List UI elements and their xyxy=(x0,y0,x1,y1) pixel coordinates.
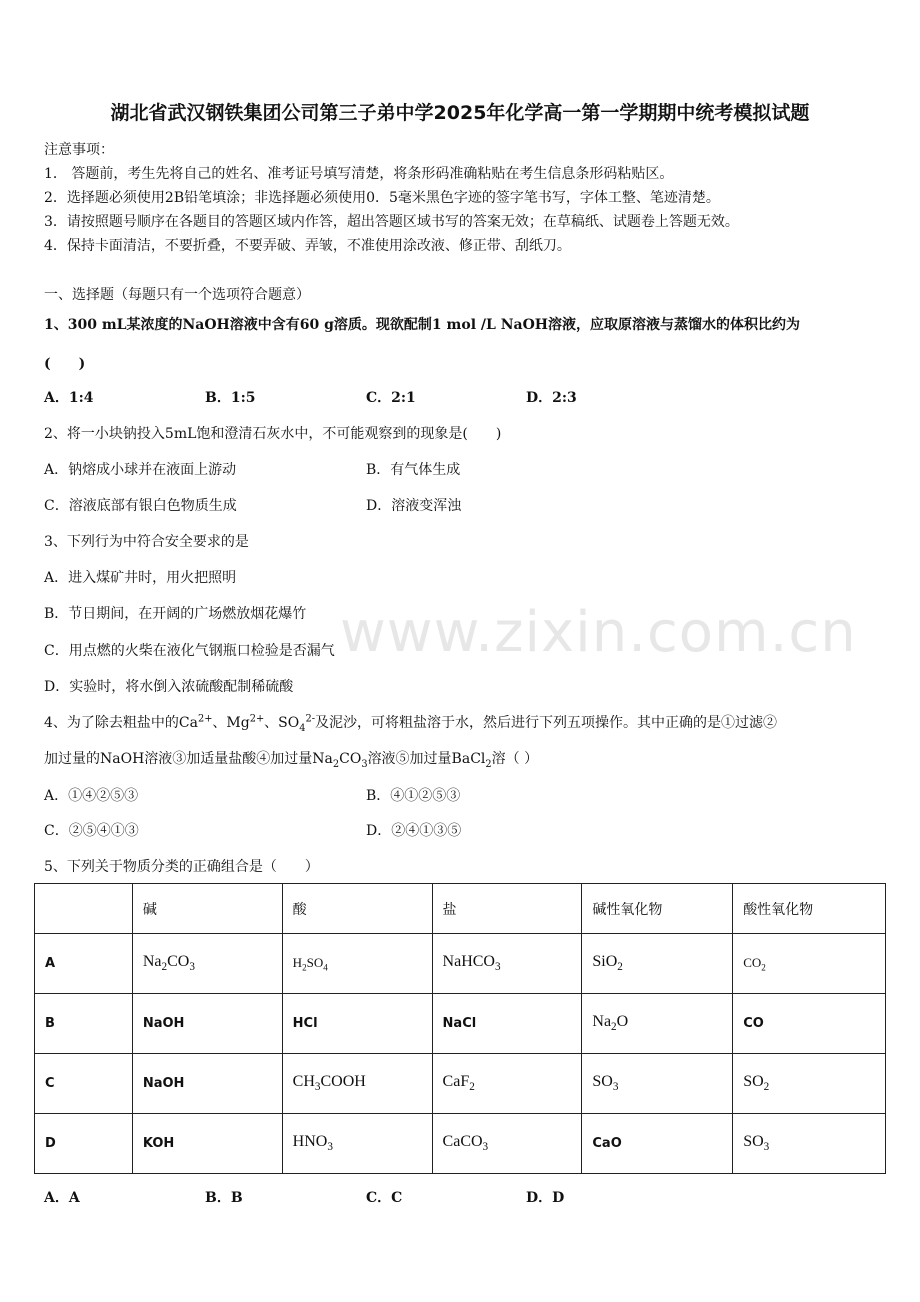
table-header-cell xyxy=(35,884,133,934)
page-title: 湖北省武汉钢铁集团公司第三子弟中学2025年化学高一第一学期期中统考模拟试题 xyxy=(110,102,810,124)
q4-option-d: D．②④①③⑤ xyxy=(366,823,462,839)
notice-item-2: 2．选择题必须使用2B铅笔填涂；非选择题必须使用0．5毫米黑色字迹的签字笔书写，字体工整、笔迹清楚。 xyxy=(44,190,720,206)
table-cell: $SO_3$ xyxy=(733,1114,886,1174)
q2-option-a: A．钠熔成小球并在液面上游动 xyxy=(44,462,237,478)
q5-option-c: C．C xyxy=(366,1190,403,1206)
table-header-cell: 酸性氧化物 xyxy=(733,884,886,934)
table-cell: CaO xyxy=(582,1114,733,1174)
row-label: B xyxy=(35,994,133,1054)
row-label: C xyxy=(35,1054,133,1114)
q1-stem: 1、300 mL某浓度的NaOH溶液中含有60 g溶质。现欲配制1 mol /L NaOH溶液，应取原溶液与蒸馏水的体积比约为 xyxy=(44,317,801,333)
table-cell: CaF$_2$ xyxy=(432,1054,582,1114)
q4-option-a: A．①④②⑤③ xyxy=(44,788,139,804)
q4-option-b: B．④①②⑤③ xyxy=(366,788,461,804)
table-cell: NaOH xyxy=(132,994,282,1054)
table-header-cell: 碱性氧化物 xyxy=(582,884,733,934)
q1-option-d: D．2:3 xyxy=(526,390,577,406)
table-cell: NaOH xyxy=(132,1054,282,1114)
table-cell: $Na_2CO_3$ xyxy=(132,934,282,994)
table-cell: CO xyxy=(733,994,886,1054)
q3-option-a: A．进入煤矿井时，用火把照明 xyxy=(44,570,237,586)
table-cell: SiO$_2$ xyxy=(582,934,733,994)
q2-stem: 2、将一小块钠投入5mL饱和澄清石灰水中，不可能观察到的现象是( ) xyxy=(44,426,502,442)
table-cell: $Na_2O$ xyxy=(582,994,733,1054)
notice-item-1: 1． 答题前，考生先将自己的姓名、准考证号填写清楚，将条形码准确粘贴在考生信息条形码粘贴区。 xyxy=(44,166,674,182)
table-cell: NaCl xyxy=(432,994,582,1054)
table-header-cell: 酸 xyxy=(282,884,432,934)
q4-option-c: C．②⑤④①③ xyxy=(44,823,139,839)
q4-stem: 4、为了除去粗盐中的$Ca^{2+}$、$Mg^{2+}$、$SO_4^{2-}$及泥沙，可将粗盐溶于水，然后进行下列五项操作。其中正确的是①过滤② xyxy=(44,713,778,734)
q3-stem: 3、下列行为中符合安全要求的是 xyxy=(44,534,249,550)
table-cell: NaHCO$_3$ xyxy=(432,934,582,994)
row-label: D xyxy=(35,1114,133,1174)
table-cell: $H_2SO_4$ xyxy=(282,934,432,994)
q5-option-a: A．A xyxy=(44,1190,80,1206)
table-cell: $CH_3COOH$ xyxy=(282,1054,432,1114)
q5-stem: 5、下列关于物质分类的正确组合是（ ） xyxy=(44,859,319,875)
q2-option-c: C．溶液底部有银白色物质生成 xyxy=(44,498,237,514)
q5-option-d: D．D xyxy=(526,1190,565,1206)
watermark: www.zixin.com.cn xyxy=(340,600,857,665)
q1-bracket: ( ) xyxy=(44,356,86,372)
q1-option-c: C．2:1 xyxy=(366,390,416,406)
table-cell: $SO_3$ xyxy=(582,1054,733,1114)
table-cell: $CO_2$ xyxy=(733,934,886,994)
table-row xyxy=(35,1114,886,1174)
table-cell: $SO_2$ xyxy=(733,1054,886,1114)
q3-option-d: D．实验时，将水倒入浓硫酸配制稀硫酸 xyxy=(44,679,294,695)
notice-heading: 注意事项： xyxy=(44,142,114,158)
q3-option-b: B．节日期间，在开阔的广场燃放烟花爆竹 xyxy=(44,606,307,622)
notice-item-3: 3．请按照题号顺序在各题目的答题区域内作答，超出答题区域书写的答案无效；在草稿纸、试题卷上答题无效。 xyxy=(44,214,739,230)
q3-option-c: C．用点燃的火柴在液化气钢瓶口检验是否漏气 xyxy=(44,643,335,659)
table-row xyxy=(35,934,886,994)
table-header-cell: 碱 xyxy=(132,884,282,934)
q2-option-b: B．有气体生成 xyxy=(366,462,461,478)
classification-table xyxy=(34,883,886,1174)
table-cell: HCl xyxy=(282,994,432,1054)
q5-option-b: B．B xyxy=(205,1190,243,1206)
table-row xyxy=(35,1054,886,1114)
q1-option-a: A．1:4 xyxy=(44,390,94,406)
table-cell: CaCO$_3$ xyxy=(432,1114,582,1174)
q2-option-d: D．溶液变浑浊 xyxy=(366,498,462,514)
table-header-row xyxy=(35,884,886,934)
table-cell: KOH xyxy=(132,1114,282,1174)
table-row xyxy=(35,994,886,1054)
row-label: A xyxy=(35,934,133,994)
notice-item-4: 4．保持卡面清洁，不要折叠，不要弄破、弄皱，不准使用涂改液、修正带、刮纸刀。 xyxy=(44,238,571,254)
section-heading: 一、选择题（每题只有一个选项符合题意） xyxy=(44,287,310,303)
table-cell: $HNO_3$ xyxy=(282,1114,432,1174)
table-header-cell: 盐 xyxy=(432,884,582,934)
q4-stem-line2: 加过量的NaOH溶液③加适量盐酸④加过量$Na_2CO_3$溶液⑤加过量BaCl$_2$溶（ ） xyxy=(44,751,539,770)
q1-option-b: B．1:5 xyxy=(205,390,256,406)
